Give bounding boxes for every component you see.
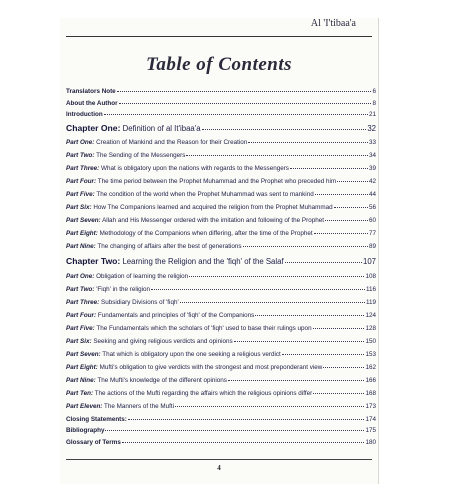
toc-entry-prefix: Part Two: [66, 285, 95, 293]
toc-entry-prefix: Part Five: [66, 191, 95, 199]
toc-entry-title: The actions of the Mufti regarding the affairs which the religious opinions differ [94, 389, 313, 397]
toc-entry [66, 165, 376, 178]
dot-leader [189, 276, 364, 277]
toc-entry-title: That which is obligatory upon the one seeking a religious verdict [102, 350, 281, 358]
toc-entry [66, 178, 376, 191]
toc-entry-title: Translators Note [66, 88, 116, 95]
dot-leader [234, 341, 365, 342]
toc-entry-page: 33 [368, 139, 376, 147]
dot-leader [325, 220, 368, 221]
toc-entry [66, 351, 376, 364]
dot-leader [337, 181, 368, 182]
toc-entry-page: 116 [365, 285, 376, 293]
dot-leader [315, 194, 368, 195]
dot-leader [285, 262, 362, 263]
toc-entry [66, 364, 376, 377]
toc-entry [66, 204, 376, 217]
toc-entry-title: Mufti's obligation to give verdicts with the strongest and most preponderant view [99, 363, 323, 371]
toc-entry-prefix: Part Six: [66, 204, 92, 212]
toc-entry-title: Allah and His Messenger ordered with the imitation and following of the Prophet [102, 217, 324, 225]
toc-entry [66, 139, 376, 152]
toc-entry [66, 299, 376, 312]
toc-entry-title: The Sending of the Messengers [96, 152, 186, 160]
toc-entry-title: Subsidiary Divisions of 'fiqh' [101, 298, 179, 306]
dot-leader [323, 367, 364, 368]
footer-rule [66, 459, 372, 460]
dot-leader [175, 406, 364, 407]
toc-entry-page: 166 [365, 376, 376, 384]
toc-entry [66, 439, 376, 451]
toc-entry-title: What is obligatory upon the nations with regards to the Messengers [101, 165, 289, 173]
dot-leader [117, 91, 372, 92]
dot-leader [243, 246, 368, 247]
toc-entry-page: 39 [368, 165, 376, 173]
toc-entry-title: 'Fiqh' in the religion [96, 285, 151, 293]
toc-entry-prefix: Part Three: [66, 298, 100, 306]
toc-entry-prefix: Part Four: [66, 311, 97, 319]
toc-entry-page: 44 [368, 191, 376, 199]
dot-leader [290, 168, 368, 169]
toc-entry [66, 325, 376, 338]
dot-leader [128, 419, 365, 420]
dot-leader [122, 442, 365, 443]
toc-entry-page: 119 [365, 298, 376, 306]
toc-entry [66, 338, 376, 351]
toc-entry-prefix: Part Eight: [66, 363, 98, 371]
toc-entry-title: Obligation of learning the religion [96, 272, 189, 280]
page-title: Table of Contents [145, 54, 293, 75]
toc-entry [66, 100, 376, 112]
page-number: 4 [217, 464, 221, 472]
toc-entry-title: Definition of al It'ibaa'a [122, 123, 201, 133]
toc-entry-prefix: Part Nine: [66, 243, 96, 251]
toc-entry-prefix: Part Two: [66, 152, 95, 160]
dot-leader [228, 380, 365, 381]
toc-entry-title: About the Author [66, 99, 118, 107]
dot-leader [186, 155, 368, 156]
toc-entry-page: 174 [365, 415, 376, 423]
toc-entry-title: Methodology of the Companions when differing, after the time of the Prophet [99, 230, 313, 238]
toc-entry-page: 173 [365, 402, 376, 410]
toc-entry-title: Introduction [66, 111, 103, 119]
toc-entry-page: 60 [368, 217, 376, 225]
toc-entry-prefix: Part One: [66, 272, 95, 280]
toc-entry [66, 152, 376, 165]
toc-entry-title: Fundamentals and principles of 'fiqh' of the Companions [97, 311, 255, 319]
toc-entry [66, 286, 376, 299]
toc-entry-title: How The Companions learned and acquired the religion from the Prophet Muhammad [93, 204, 333, 212]
toc-entry [66, 273, 376, 286]
toc-entry [66, 403, 376, 416]
toc-entry-prefix: Part Eleven: [66, 402, 103, 410]
toc-entry-page: 21 [368, 111, 376, 119]
toc-entry-page: 168 [365, 389, 376, 397]
toc-entry-prefix: Part Nine: [66, 376, 96, 384]
toc-entry-page: 56 [368, 204, 376, 212]
toc-entry-page: 42 [368, 178, 376, 186]
toc-entry-page: 32 [367, 123, 376, 133]
toc-entry-prefix: Part Seven: [66, 217, 101, 225]
toc-entry-page: 128 [365, 324, 376, 332]
toc-entry [66, 111, 376, 123]
toc-entry [66, 243, 376, 256]
toc-entry [66, 312, 376, 325]
toc-entry-prefix: Chapter Two: [66, 256, 121, 267]
dot-leader [282, 354, 365, 355]
toc-entry-prefix: Chapter One: [66, 122, 121, 133]
toc-entry-page: 6 [372, 88, 376, 95]
toc-entry-prefix: Part Five: [66, 324, 95, 332]
toc-entry-page: 108 [365, 272, 376, 280]
toc-entry-prefix: Part Four: [66, 178, 97, 186]
toc-entry-title: The condition of the world when the Prophet Muhammad was sent to mankind [96, 191, 314, 199]
toc-entry-page: 89 [368, 243, 376, 251]
toc-entry-title: The changing of affairs after the best of generations [97, 243, 242, 251]
toc-entry-page: 124 [365, 311, 376, 319]
running-title: Al 'I'tibaa'a [310, 18, 356, 29]
toc-entry [66, 88, 376, 100]
header-rule [66, 36, 372, 37]
toc-entry-page: 162 [365, 363, 376, 371]
toc-entry [66, 191, 376, 204]
dot-leader [105, 430, 364, 431]
toc-entry-title: Closing Statements: [66, 415, 127, 423]
toc-entry [66, 427, 376, 439]
toc-entry-title: Learning the Religion and the 'fiqh' of the Salaf [122, 257, 284, 267]
dot-leader [313, 328, 365, 329]
dot-leader [255, 315, 364, 316]
book-page [60, 18, 379, 484]
toc-entry-title: Seeking and giving religious verdicts and opinions [93, 337, 233, 345]
toc-entry-title: Bibliography [66, 427, 105, 435]
dot-leader [180, 302, 365, 303]
toc-entry-prefix: Part One: [66, 139, 95, 147]
toc-entry-page: 34 [368, 152, 376, 160]
toc-entry-page: 175 [365, 427, 376, 435]
toc-entry-page: 153 [365, 350, 376, 358]
toc-entry-page: 180 [365, 438, 376, 446]
dot-leader [314, 233, 368, 234]
toc-entry-prefix: Part Three: [66, 165, 100, 173]
dot-leader [104, 114, 368, 115]
dot-leader [313, 393, 364, 394]
toc-entry-title: The Mufti's knowledge of the different opinions [97, 376, 227, 384]
dot-leader [334, 207, 368, 208]
toc-entry-page: 77 [368, 230, 376, 238]
toc-entry-title: The time period between the Prophet Muhammad and the Prophet who preceded him [97, 178, 337, 186]
toc-entry [66, 416, 376, 428]
toc-entry [66, 377, 376, 390]
toc-entry [66, 230, 376, 243]
toc-entry-prefix: Part Six: [66, 337, 92, 345]
table-of-contents [66, 88, 376, 451]
toc-entry [66, 123, 376, 140]
toc-entry-page: 8 [372, 99, 376, 107]
toc-entry [66, 256, 376, 273]
toc-entry [66, 390, 376, 403]
toc-entry-prefix: Part Seven: [66, 350, 101, 358]
dot-leader [119, 103, 372, 104]
toc-entry-prefix: Part Ten: [66, 389, 94, 397]
dot-leader [151, 289, 365, 290]
dot-leader [202, 129, 367, 130]
toc-entry-title: Creation of Mankind and the Reason for their Creation [96, 139, 248, 147]
toc-entry-title: The Fundamentals which the scholars of 'fiqh' used to base their rulings upon [96, 324, 312, 332]
toc-entry-title: The Manners of the Mufti [104, 402, 175, 410]
toc-entry-prefix: Part Eight: [66, 230, 98, 238]
toc-entry [66, 217, 376, 230]
toc-entry-page: 150 [365, 337, 376, 345]
toc-entry-page: 107 [362, 257, 376, 267]
toc-entry-title: Glossary of Terms [66, 438, 121, 446]
dot-leader [248, 142, 368, 143]
